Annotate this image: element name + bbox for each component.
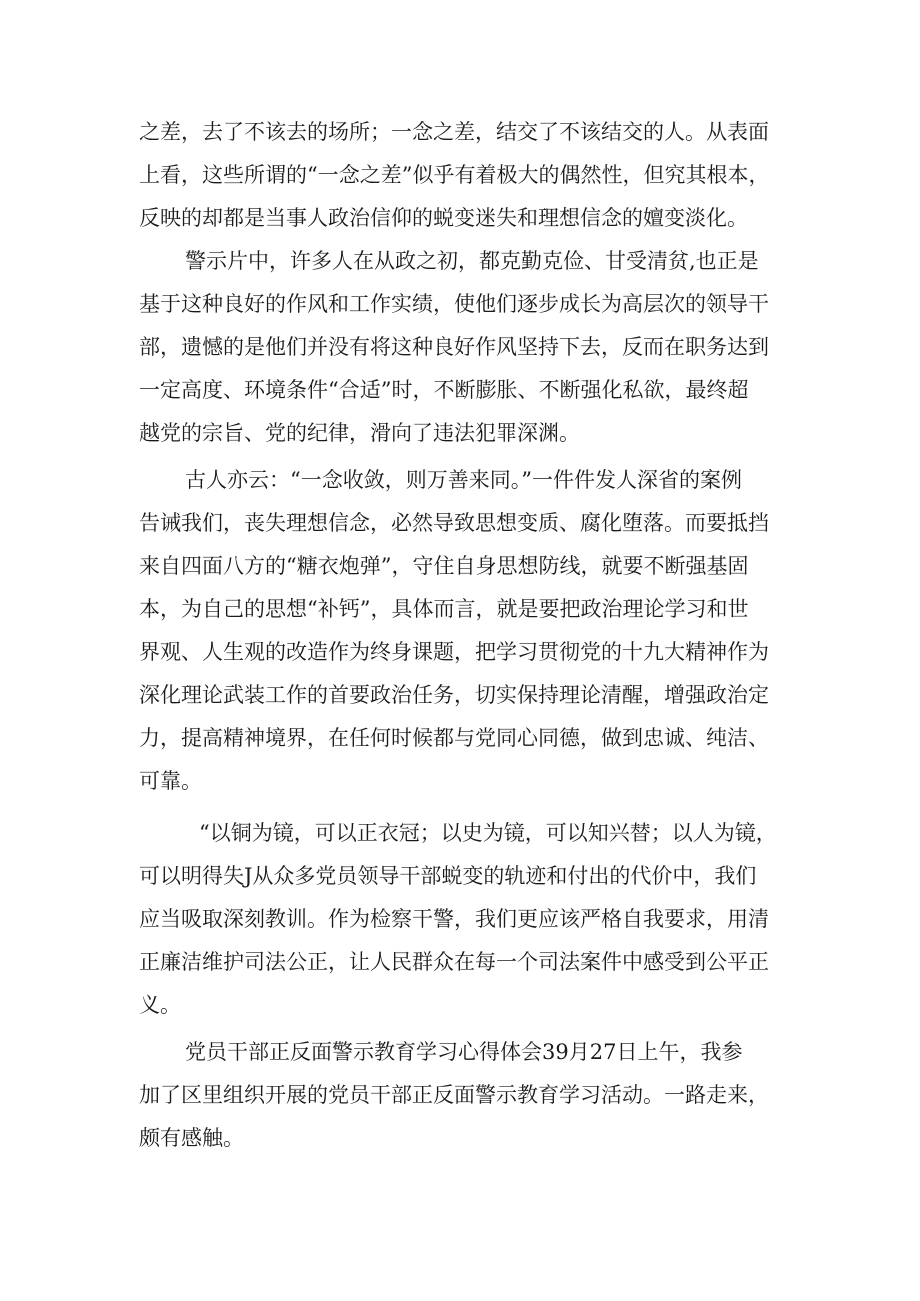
paragraph-3 bbox=[139, 461, 801, 800]
text-line: 深化理论武装工作的首要政治任务，切实保持理论清醒，增强政治定 bbox=[139, 683, 769, 707]
text-line: 告诫我们，丧失理想信念，必然导致思想变质、腐化堕落。而要抵挡 bbox=[139, 511, 769, 535]
document-body bbox=[139, 113, 801, 1157]
text-line: 警示片中，许多人在从政之初，都克勤克俭、甘受清贫,也正是 bbox=[185, 249, 759, 273]
text-line: 可靠。 bbox=[139, 769, 202, 793]
text-line: 部，遗憾的是他们并没有将这种良好作风坚持下去，反而在职务达到 bbox=[139, 335, 769, 359]
text-line: 之差，去了不该去的场所；一念之差，结交了不该结交的人。从表面 bbox=[139, 120, 769, 144]
text-line: 可以明得失J从众多党员领导干部蜕变的轨迹和付出的代价中，我们 bbox=[139, 864, 757, 888]
text-line: 反映的却都是当事人政治信仰的蜕变迷失和理想信念的嬗变淡化。 bbox=[139, 206, 748, 230]
paragraph-1 bbox=[139, 113, 801, 237]
text-line: “以铜为镜，可以正衣冠；以史为镜，可以知兴替；以人为镜， bbox=[199, 821, 777, 845]
text-line: 上看，这些所谓的“一念之差”似乎有着极大的偶然性，但究其根本， bbox=[139, 163, 770, 187]
text-line: 本，为自己的思想“补钙”，具体而言，就是要把政治理论学习和世 bbox=[139, 597, 749, 621]
text-line: 越党的宗旨、党的纪律，滑向了违法犯罪深渊。 bbox=[139, 421, 580, 445]
text-line: 党员干部正反面警示教育学习心得体会39月27日上午，我参 bbox=[185, 1040, 743, 1064]
paragraph-4 bbox=[139, 814, 801, 1024]
text-line: 古人亦云：“一念收敛，则万善来同。”一件件发人深省的案例 bbox=[185, 468, 742, 492]
text-line: 正廉洁维护司法公正，让人民群众在每一个司法案件中感受到公平正 bbox=[139, 950, 769, 974]
text-line: 义。 bbox=[139, 993, 181, 1017]
paragraph-5 bbox=[139, 1033, 801, 1157]
text-line: 加了区里组织开展的党员干部正反面警示教育学习活动。一路走来， bbox=[139, 1083, 769, 1107]
text-line: 基于这种良好的作风和工作实绩，使他们逐步成长为高层次的领导干 bbox=[139, 292, 769, 316]
paragraph-2 bbox=[139, 242, 801, 452]
text-line: 来自四面八方的“糖衣炮弹”，守住自身思想防线，就要不断强基固 bbox=[139, 554, 749, 578]
text-line: 界观、人生观的改造作为终身课题，把学习贯彻党的十九大精神作为 bbox=[139, 640, 769, 664]
text-line: 颇有感触。 bbox=[139, 1126, 244, 1150]
text-line: 应当吸取深刻教训。作为检察干警，我们更应该严格自我要求，用清 bbox=[139, 907, 769, 931]
text-line: 一定高度、环境条件“合适”时，不断膨胀、不断强化私欲，最终超 bbox=[139, 378, 749, 402]
text-line: 力，提高精神境界，在任何时候都与党同心同德，做到忠诚、纯洁、 bbox=[139, 726, 769, 750]
